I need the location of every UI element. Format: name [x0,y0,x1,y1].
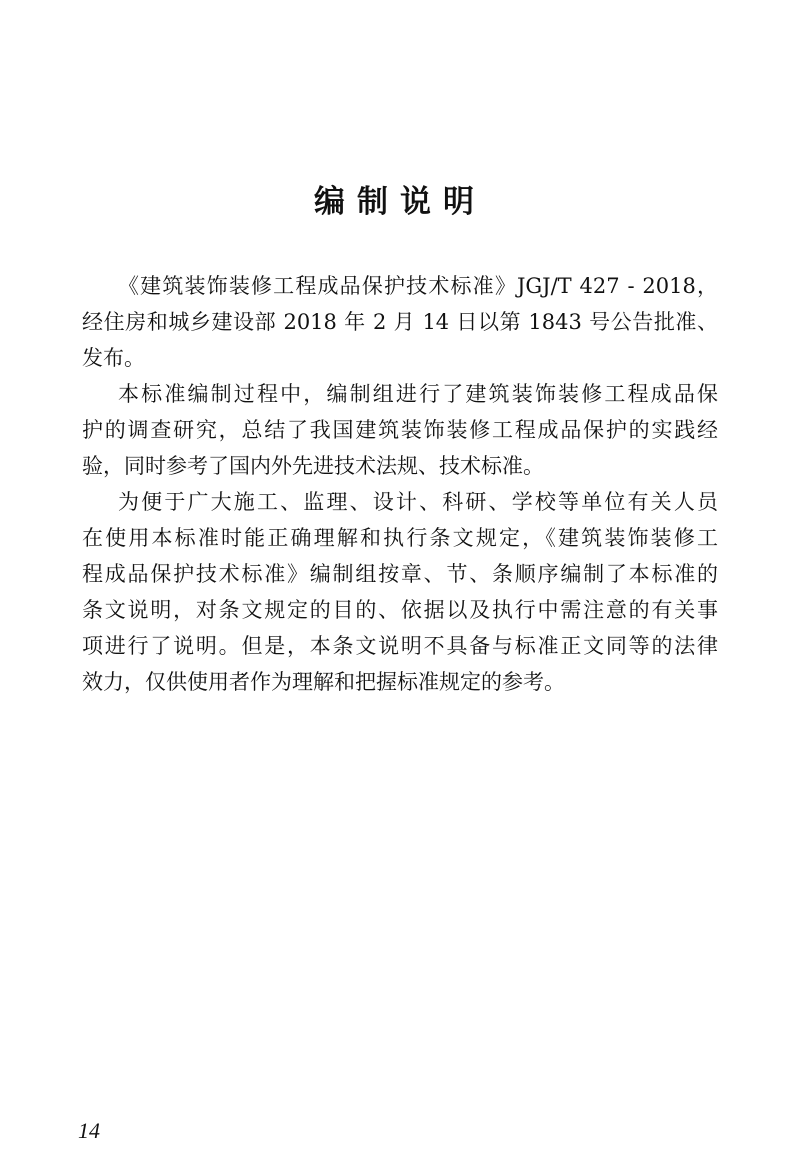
text-line: 为便于广大施工、监理、设计、科研、学校等单位有关人员 [118,490,718,514]
paragraph [82,484,718,700]
document-body [82,268,718,700]
text-line: 经住房和城乡建设部 2018 年 2 月 14 日以第 1843 号公告批准、 [82,310,718,334]
text-line: 《建筑装饰装修工程成品保护技术标准》JGJ/T 427 - 2018， [118,274,718,298]
text-line: 条文说明，对条文规定的目的、依据以及执行中需注意的有关事 [82,598,718,622]
text-line: 程成品保护技术标准》编制组按章、节、条顺序编制了本标准的 [82,562,718,586]
paragraph [82,268,718,376]
text-line: 在使用本标准时能正确理解和执行条文规定，《建筑装饰装修工 [82,526,718,550]
text-line: 护的调查研究，总结了我国建筑装饰装修工程成品保护的实践经 [82,418,718,442]
paragraph [82,376,718,484]
page-number: 14 [78,1118,100,1143]
text-line: 发布。 [82,346,145,370]
text-line: 验，同时参考了国内外先进技术法规、技术标准。 [82,454,544,478]
page-title: 编制说明 [314,184,486,220]
text-line: 效力，仅供使用者作为理解和把握标准规定的参考。 [82,670,565,694]
text-line: 本标准编制过程中，编制组进行了建筑装饰装修工程成品保 [118,382,718,406]
text-line: 项进行了说明。但是，本条文说明不具备与标准正文同等的法律 [82,634,718,658]
